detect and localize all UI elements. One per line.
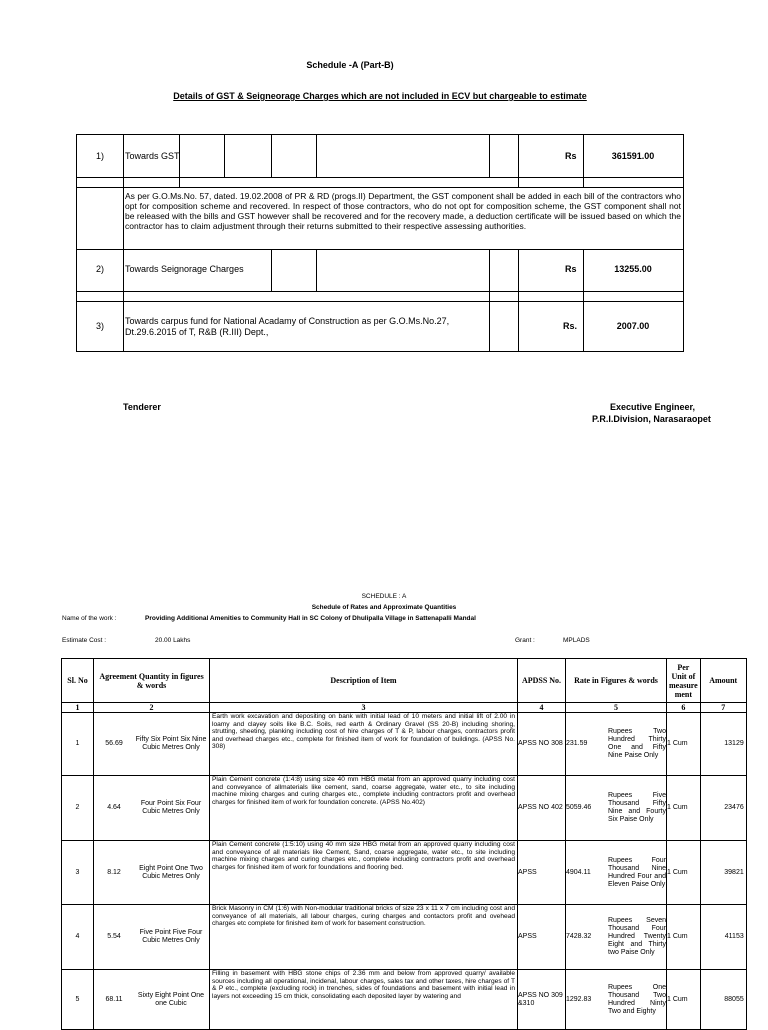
table-row: [62, 713, 747, 776]
table-row: [62, 776, 747, 841]
charge-1-currency: Rs: [565, 151, 577, 161]
row-rate: [566, 841, 667, 905]
quantity-figure: 5.54: [107, 933, 121, 940]
quantity-words: Eight Point One Two Cubic Metres Only: [139, 864, 203, 880]
col-header-unit: Per Unit of measure ment: [667, 659, 701, 703]
row-unit: 1 Cum: [667, 776, 701, 841]
row-rate: [566, 970, 667, 1030]
charge-3-label: Towards carpus fund for National Acadamy of Construction as per G.O.Ms.No.27, Dt.29.6.2015 of T, R&B (R.III) Dept.,: [125, 316, 450, 337]
row-apdss: APSS: [518, 905, 566, 970]
row-apdss: APSS NO 402: [518, 776, 566, 841]
col-number: 1: [62, 703, 94, 713]
quantity-words: Sixty Eight Point One one Cubic: [137, 991, 205, 1007]
row-unit: 1 Cum: [667, 970, 701, 1030]
col-header-amount: Amount: [700, 659, 746, 703]
grant-label: Grant :: [515, 637, 535, 644]
row-slno: 3: [62, 841, 94, 905]
row-rate: [566, 776, 667, 841]
row-description: Plain Cement concrete (1:4:8) using size 40 mm HBG metal from an approved quarry including cost and conveyance of allmaterials like cement, sand, coarse aggregate, water etc., to site including machine mixing charges and curing charges etc., complete including contractors profit and overhead charges for finished item of work for foundation concrete. (APSS No.402): [210, 776, 518, 841]
row-amount: 41153: [700, 905, 746, 970]
gst-note: As per G.O.Ms.No. 57, dated. 19.02.2008 of PR & RD (progs.II) Department, the GST component shall be added in each bill of the contractors who opt for composition scheme and recovered. In respect of those contractors, who do not opt for composition scheme, the GST component shall not be released with the bills and GST however shall be recovered and for the recovery made, a deduction certificate will be issued based on which the contractor has to claim adjustment through their returns submitted to their respective assessing authorities.: [125, 191, 681, 231]
row-apdss: APSS NO 308: [518, 713, 566, 776]
rate-words: Rupees Five Thousand Fifty Nine and Fourty Six Paise Only: [608, 792, 666, 823]
quantity-words: Five Point Five Four Cubic Metres Only: [139, 929, 203, 944]
rate-figure: 7428.32: [566, 933, 592, 940]
row-slno: 1: [62, 713, 94, 776]
charge-1-amount: 361591.00: [611, 151, 655, 161]
schedule-subtitle: Schedule of Rates and Approximate Quantities: [311, 604, 457, 611]
engineer-division: P.R.I.Division, Narasaraopet: [592, 414, 711, 424]
page-subtitle: Details of GST & Seigneorage Charges which are not included in ECV but chargeable to estimate: [173, 91, 587, 101]
row-quantity: [94, 776, 210, 841]
row-quantity: [94, 841, 210, 905]
col-number: 6: [667, 703, 701, 713]
charge-3-currency: Rs.: [563, 321, 578, 331]
row-rate: [566, 713, 667, 776]
row-amount: 23476: [700, 776, 746, 841]
quantity-words: Fifty Six Point Six Nine Cubic Metres Only: [135, 736, 207, 751]
col-header-apdss: APDSS No.: [518, 659, 566, 703]
rate-figure: 4904.11: [566, 868, 591, 876]
charges-table: [76, 134, 684, 352]
charge-1-number: 1): [95, 151, 104, 161]
schedule-table: [61, 658, 747, 1030]
row-apdss: APSS NO 309 &310: [518, 970, 566, 1030]
row-quantity: [94, 713, 210, 776]
quantity-figure: 68.11: [105, 995, 123, 1003]
row-unit: 1 Cum: [667, 713, 701, 776]
schedule-title: SCHEDULE : A: [361, 593, 407, 600]
tenderer-label: Tenderer: [123, 402, 161, 412]
row-amount: 88055: [700, 970, 746, 1030]
work-name-label: Name of the work :: [62, 615, 117, 622]
row-apdss: APSS: [518, 841, 566, 905]
col-header-description: Description of Item: [210, 659, 518, 703]
col-number: 7: [700, 703, 746, 713]
row-slno: 4: [62, 905, 94, 970]
rate-figure: 231.59: [566, 740, 588, 747]
row-slno: 2: [62, 776, 94, 841]
row-unit: 1 Cum: [667, 905, 701, 970]
charge-1-label: Towards GST: [125, 151, 180, 161]
row-quantity: [94, 970, 210, 1030]
charge-2-label: Towards Seignorage Charges: [125, 264, 244, 274]
col-number: 3: [210, 703, 518, 713]
rate-figure: 5059.46: [566, 804, 592, 811]
charge-3-amount: 2007.00: [616, 321, 650, 331]
col-number: 4: [518, 703, 566, 713]
rate-figure: 1292.83: [566, 995, 592, 1003]
estimate-cost-value: 20.00 Lakhs: [155, 637, 191, 644]
col-header-quantity: Agreement Quantity in figures & words: [94, 659, 210, 703]
charge-2-currency: Rs: [565, 264, 577, 274]
work-name-value: Providing Additional Amenities to Community Hall in SC Colony of Dhulipalla Village in Sattenapalli Mandal: [145, 615, 476, 622]
row-amount: 13129: [700, 713, 746, 776]
row-rate: [566, 905, 667, 970]
rate-words: Rupees Two Hundred Thirty One and Fifty Nine Paise Only: [608, 728, 666, 759]
quantity-figure: 56.69: [105, 740, 123, 747]
grant-value: MPLADS: [563, 637, 590, 644]
quantity-words: Four Point Six Four Cubic Metres Only: [140, 800, 202, 815]
row-quantity: [94, 905, 210, 970]
col-number: 2: [94, 703, 210, 713]
col-header-rate: Rate in Figures & words: [566, 659, 667, 703]
row-description: Earth work excavation and depositing on bank with initial lead of 10 meters and initial lift of 2.00 in loamy and clayey soils like B.C. Soils, red earth & Ordinary Gravel (SS 20-B) including shoring, strutting, sheeting, planking including cost of hire charges of T & P, labour charges, contractors profit and overhead charges etc., complete for finished item of work for foundation of buildings. (APSS No. 308): [210, 713, 518, 776]
row-description: Brick Masonry in CM (1:6) with Non-modular traditional bricks of size 23 x 11 x 7 cm including cost and conveyance of all materials, all labour charges, curing charges and contactors profit and ovehead charges etc complete for finished item of work for basement construction.: [210, 905, 518, 970]
table-row: [62, 970, 747, 1030]
rate-words: Rupees Seven Thousand Four Hundred Twenty Eight and Thirty two Paise Only: [608, 917, 666, 956]
charge-2-amount: 13255.00: [614, 264, 652, 274]
col-number: 5: [566, 703, 667, 713]
rate-words: Rupees One Thousand Two Hundred Ninty Two and Eighty: [608, 983, 666, 1015]
col-header-slno: Sl. No: [62, 659, 94, 703]
page-title: Schedule -A (Part-B): [306, 60, 394, 70]
row-unit: 1 Cum: [667, 841, 701, 905]
quantity-figure: 8.12: [107, 868, 121, 876]
table-row: [62, 905, 747, 970]
engineer-title: Executive Engineer,: [610, 402, 696, 412]
table-row: [62, 841, 747, 905]
row-slno: 5: [62, 970, 94, 1030]
quantity-figure: 4.64: [107, 804, 121, 811]
row-amount: 39821: [700, 841, 746, 905]
row-description: Plain Cement concrete (1:5:10) using 40 mm size HBG metal from an approved quarry including cost and conveyance of all materials like Cement, Sand, coarse aggregate, water etc., to site including machine mixing charges and curing charges etc., complete including contractors profit and overhead charges for finished item of work for foundations and flooring bed.: [210, 841, 518, 905]
estimate-cost-label: Estimate Cost :: [62, 637, 107, 644]
charge-3-number: 3): [95, 321, 104, 331]
charge-2-number: 2): [95, 264, 104, 274]
row-description: Filling in basement with HBG stone chips of 2.36 mm and below from approved quarry/ available sources including all operational, incidenal, labour charges, sales tax and other taxes, hire charges of T & P etc., complete (excluding rock) in trenches, sides of foundations and basement with initial lead in layers not exceeding 15 cm thick, consolidating each deposited layer by watering and: [210, 970, 518, 1030]
rate-words: Rupees Four Thousand Nine Hundred Four and Eleven Paise Only: [608, 856, 666, 888]
